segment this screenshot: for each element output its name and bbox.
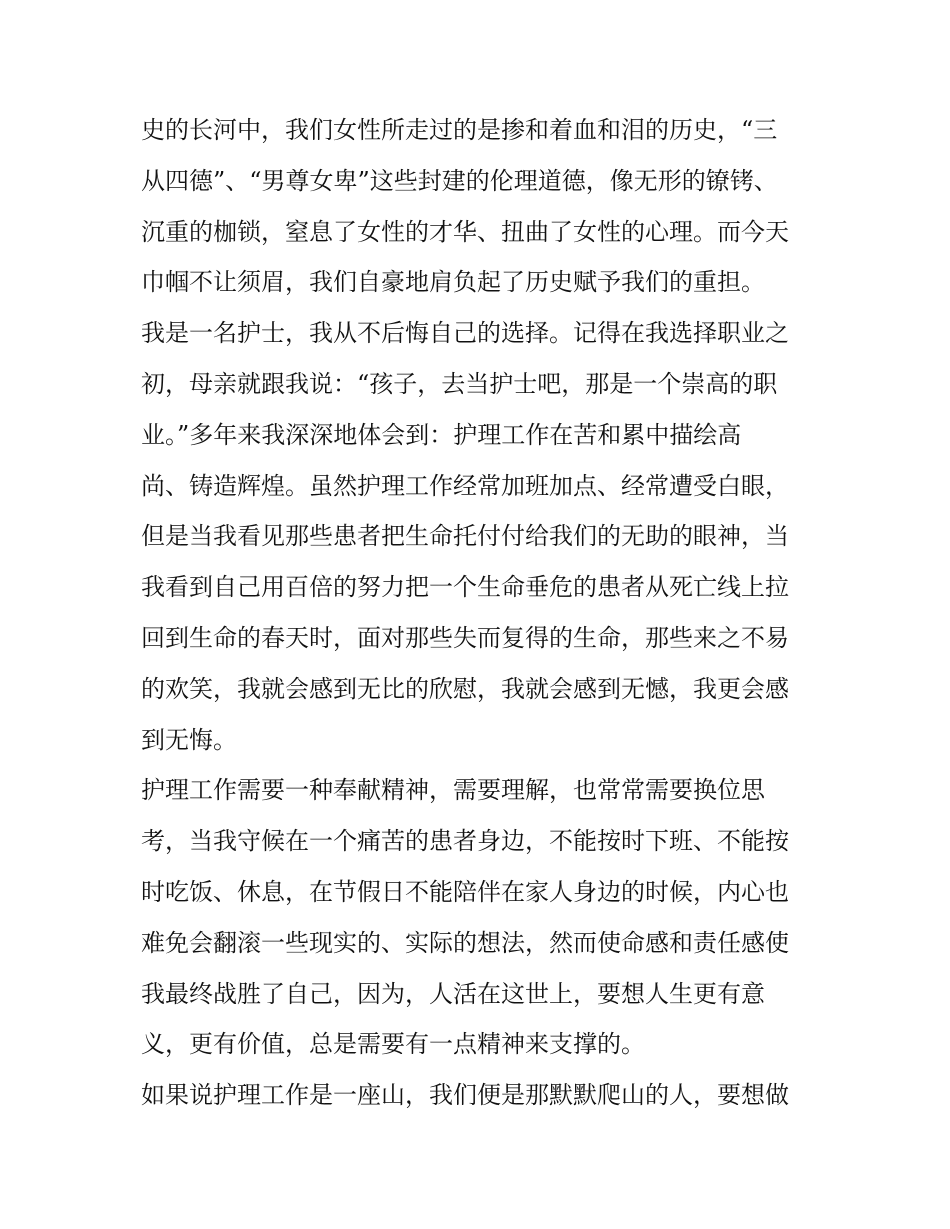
text-line: 到无悔。 — [141, 725, 237, 754]
text-line: 时吃饭、休息，在节假日不能陪伴在家人身边的时候，内心也 — [141, 877, 789, 906]
text-line: 史的长河中，我们女性所走过的是掺和着血和泪的历史，“三 — [141, 116, 778, 144]
text-line: 我是一名护士，我从不后悔自己的选择。记得在我选择职业之 — [141, 319, 789, 348]
text-line: 义，更有价值，总是需要有一点精神来支撑的。 — [141, 1030, 645, 1059]
text-line: 考，当我守候在一个痛苦的患者身边，不能按时下班、不能按 — [141, 827, 789, 856]
text-line: 从四德”、“男尊女卑”这些封建的伦理道德，像无形的镣铐、 — [141, 166, 778, 195]
text-line: 业。”多年来我深深地体会到：护理工作在苦和累中描绘高 — [141, 420, 742, 449]
text-line: 尚、铸造辉煌。虽然护理工作经常加班加点、经常遭受白眼， — [141, 471, 789, 500]
text-line: 初，母亲就跟我说：“孩子，去当护士吧，那是一个崇高的职 — [141, 369, 778, 398]
text-line: 护理工作需要一种奉献精神，需要理解，也常常需要换位思 — [141, 776, 765, 805]
text-line: 难免会翻滚一些现实的、实际的想法，然而使命感和责任感使 — [141, 928, 789, 957]
text-line: 回到生命的春天时，面对那些失而复得的生命，那些来之不易 — [141, 623, 789, 652]
text-line: 但是当我看见那些患者把生命托付付给我们的无助的眼神，当 — [141, 522, 789, 551]
text-line: 巾帼不让须眉，我们自豪地肩负起了历史赋予我们的重担。 — [141, 268, 765, 297]
text-line: 如果说护理工作是一座山，我们便是那默默爬山的人，要想做 — [141, 1081, 789, 1110]
text-line: 的欢笑，我就会感到无比的欣慰，我就会感到无憾，我更会感 — [141, 674, 789, 703]
body-text — [141, 105, 821, 1121]
text-line: 沉重的枷锁，窒息了女性的才华、扭曲了女性的心理。而今天 — [141, 217, 789, 246]
text-line: 我看到自己用百倍的努力把一个生命垂危的患者从死亡线上拉 — [141, 573, 789, 602]
text-line: 我最终战胜了自己，因为，人活在这世上，要想人生更有意 — [141, 979, 765, 1008]
